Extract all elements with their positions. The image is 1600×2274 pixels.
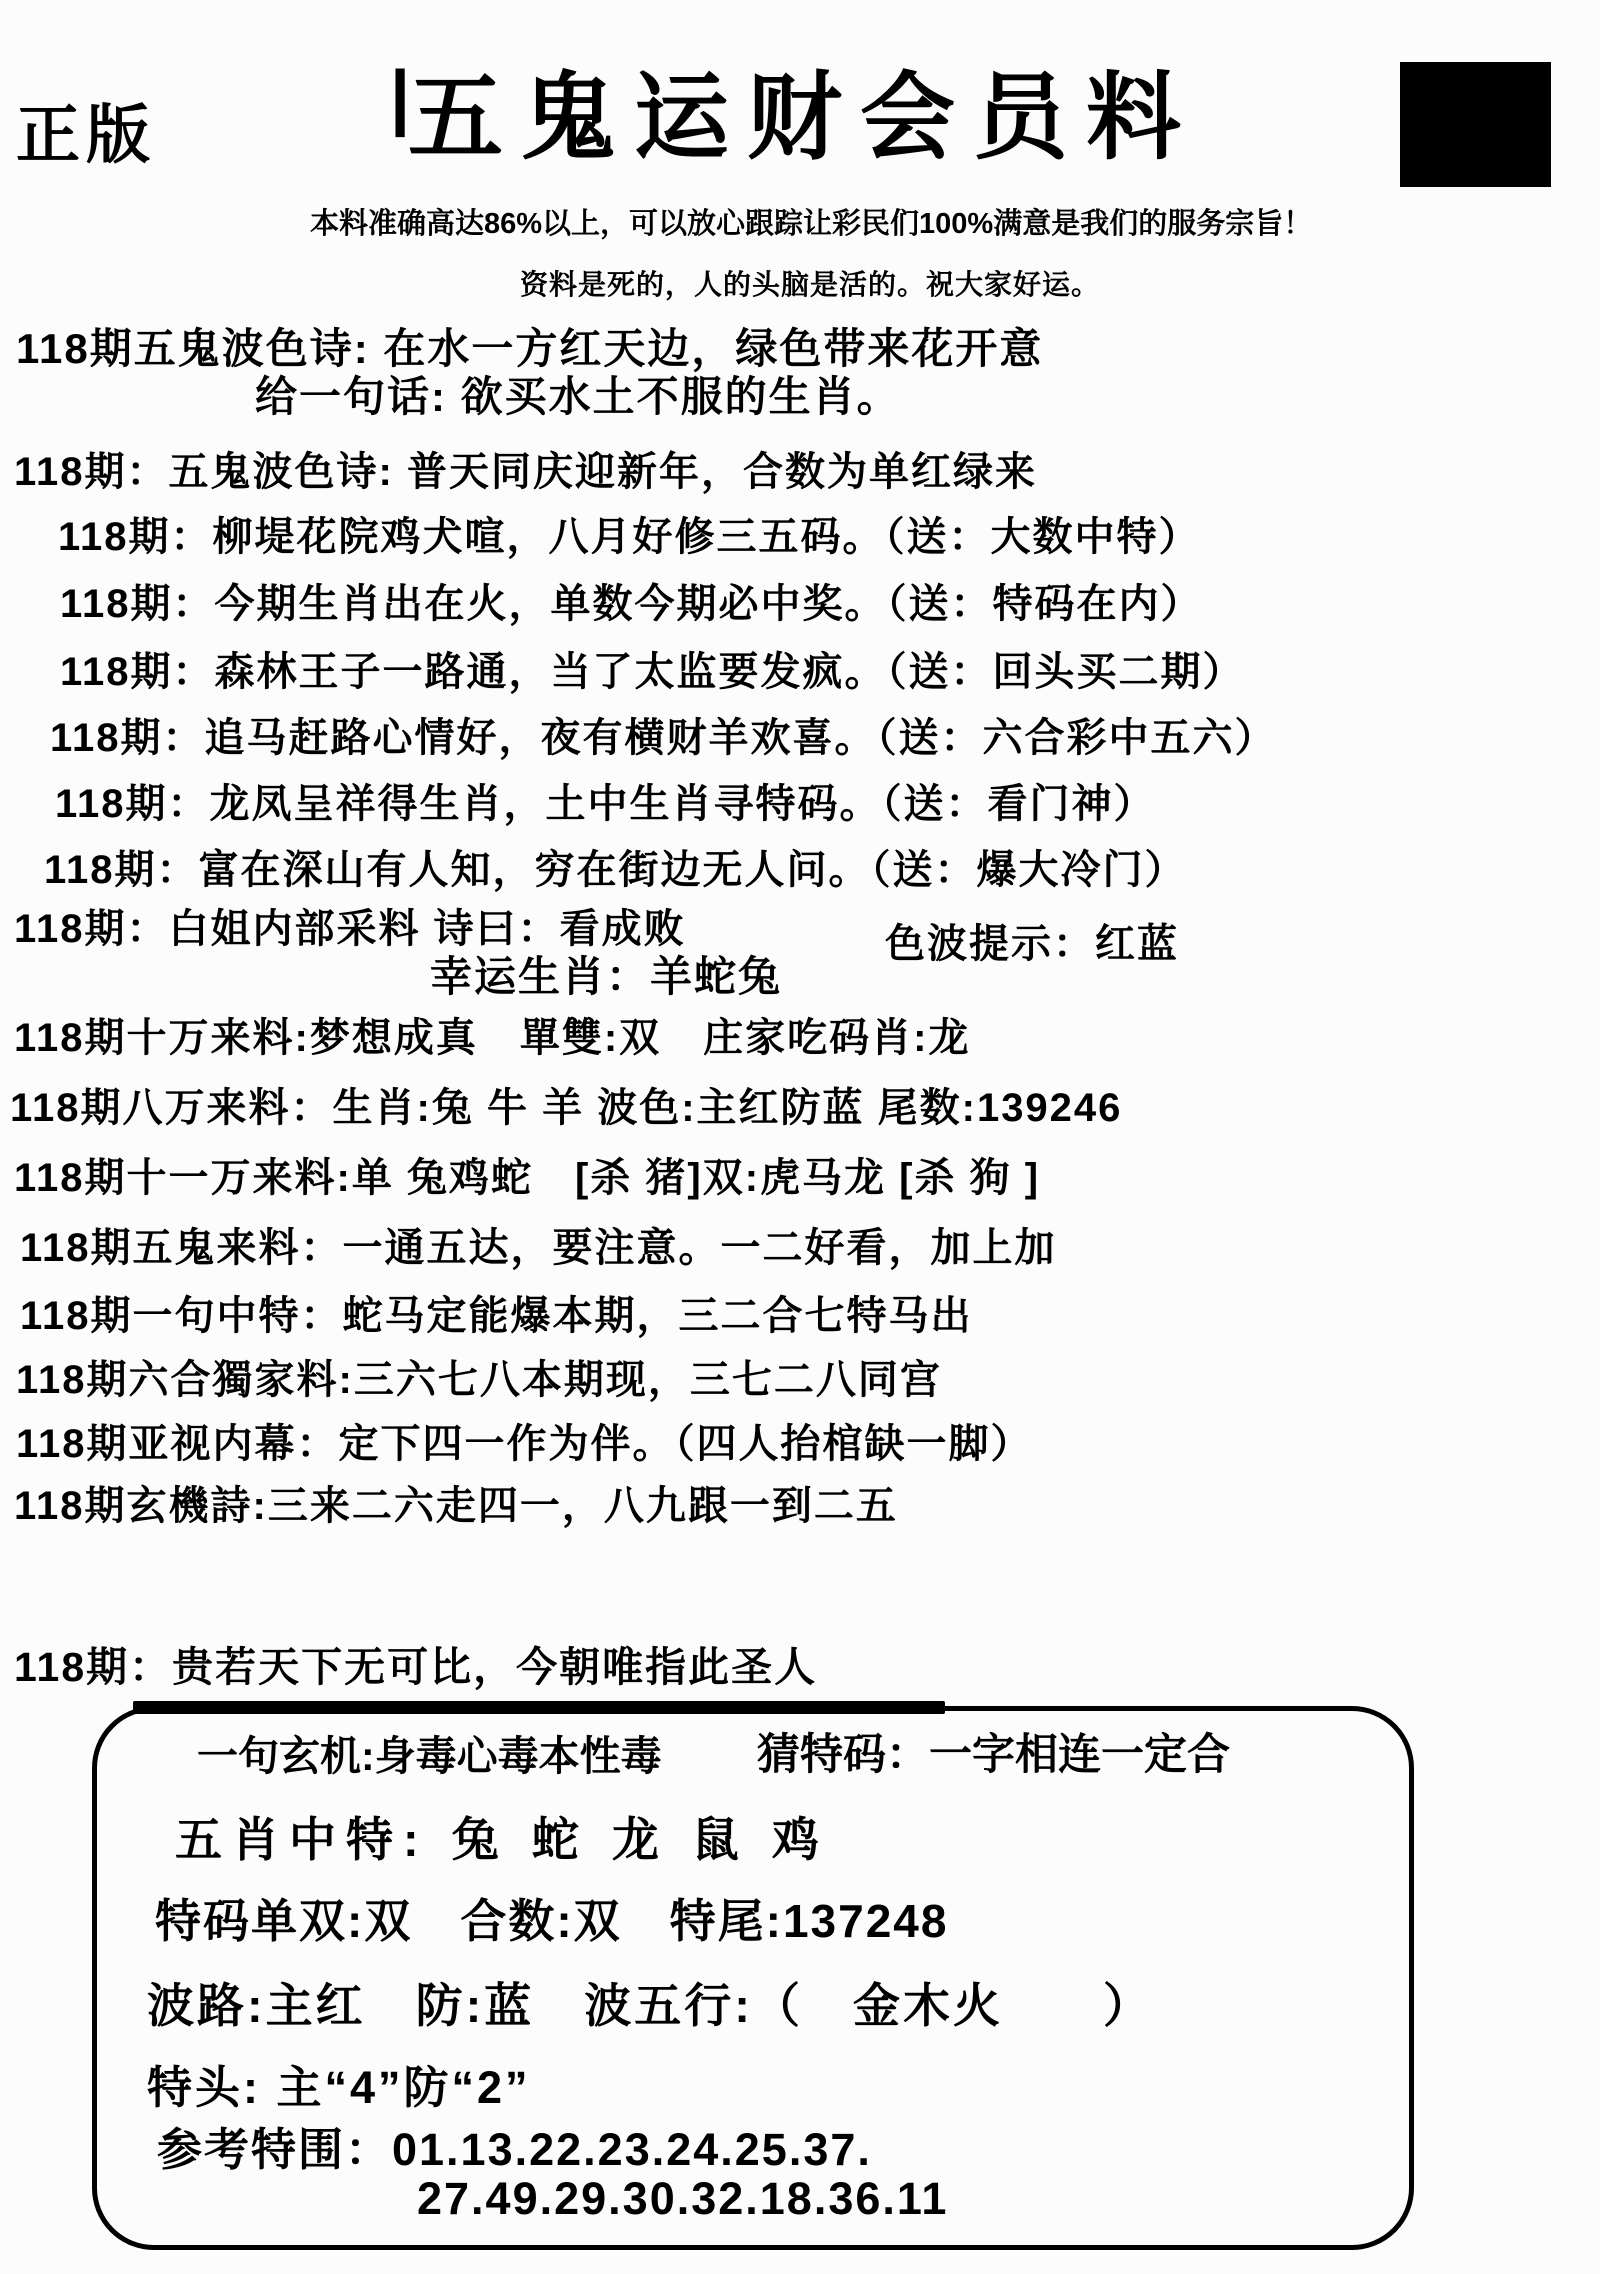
tip-line: 118期：五鬼波色诗: 普天同庆迎新年，合数为单红绿来 (14, 450, 1037, 494)
page-title: 五鬼运财会员料 (408, 65, 1200, 171)
box-top-bar (133, 1701, 945, 1714)
wave-road-line: 波路:主红 防:蓝 波五行:（ 金木火 ） (147, 1979, 1153, 2032)
tip-line: 118期：柳堤花院鸡犬喧，八月好修三五码。（送：大数中特） (58, 515, 1201, 559)
tip-line: 118期：今期生肖出在火，单数今期必中奖。（送：特码在内） (60, 582, 1203, 626)
accuracy-subtitle: 本料准确高达86%以上，可以放心跟踪让彩民们100%满意是我们的服务宗旨！ (310, 208, 1313, 240)
edition-label: 正版 (16, 99, 156, 171)
material-line: 118期八万来料：生肖:兔 牛 羊 波色:主红防蓝 尾数:139246 (10, 1086, 1123, 1130)
material-line: 118期亚视内幕：定下四一作为伴。（四人抬棺缺一脚） (16, 1422, 1033, 1466)
prediction-summary-box (92, 1706, 1414, 2250)
wave-color-poem-advice: 给一句话: 欲买水土不服的生肖。 (255, 373, 901, 420)
material-line: 118期十万来料:梦想成真 單雙:双 庄家吃码肖:龙 (14, 1016, 971, 1060)
reference-numbers-line-2: 27.49.29.30.32.18.36.11 (417, 2173, 949, 2224)
tip-line: 118期：龙凤呈祥得生肖，土中生肖寻特码。（送：看门神） (55, 782, 1156, 826)
parity-sum-tail-line: 特码单双:双 合数:双 特尾:137248 (155, 1895, 949, 1947)
closing-poem-line: 118期：贵若天下无可比，今朝唯指此圣人 (14, 1644, 818, 1690)
reference-numbers-line-1: 参考特围：01.13.22.23.24.25.37. (157, 2124, 872, 2175)
material-line: 118期一句中特：蛇马定能爆本期，三二合七特马出 (20, 1294, 973, 1338)
color-wave-hint: 色波提示：红蓝 (885, 922, 1179, 966)
lucky-zodiac-line: 幸运生肖：羊蛇兔 (430, 953, 783, 1000)
motto-line: 资料是死的，人的头脑是活的。祝大家好运。 (520, 269, 1101, 300)
mystery-sentence: 一句玄机:身毒心毒本性毒 (197, 1733, 662, 1779)
guess-special-code: 猜特码：一字相连一定合 (757, 1731, 1230, 1779)
material-line: 118期十一万来料:单 兔鸡蛇 [杀 猪]双:虎马龙 [杀 狗 ] (14, 1156, 1041, 1200)
five-zodiac-line: 五肖中特: 兔 蛇 龙 鼠 鸡 (175, 1813, 829, 1866)
baijie-material-line: 118期：白姐内部采料 诗曰：看成败 (14, 907, 686, 951)
wave-color-poem-line: 118期五鬼波色诗: 在水一方红天边，绿色带来花开意 (16, 325, 1044, 372)
material-line: 118期五鬼来料：一通五达，要注意。一二好看，加上加 (20, 1226, 1057, 1270)
tip-line: 118期：追马赶路心情好，夜有横财羊欢喜。（送：六合彩中五六） (50, 716, 1277, 760)
material-line: 118期玄機詩:三来二六走四一，八九跟一到二五 (14, 1484, 898, 1528)
title-tick-mark: | (390, 57, 411, 137)
material-line: 118期六合獨家料:三六七八本期现，三七二八同宫 (16, 1358, 942, 1402)
tip-line: 118期：森林王子一路通，当了太监要发疯。（送：回头买二期） (60, 650, 1245, 694)
corner-black-block (1400, 62, 1551, 187)
tip-line: 118期：富在深山有人知，穷在街边无人问。（送：爆大冷门） (44, 848, 1187, 892)
special-head-line: 特头: 主“4”防“2” (147, 2062, 531, 2113)
